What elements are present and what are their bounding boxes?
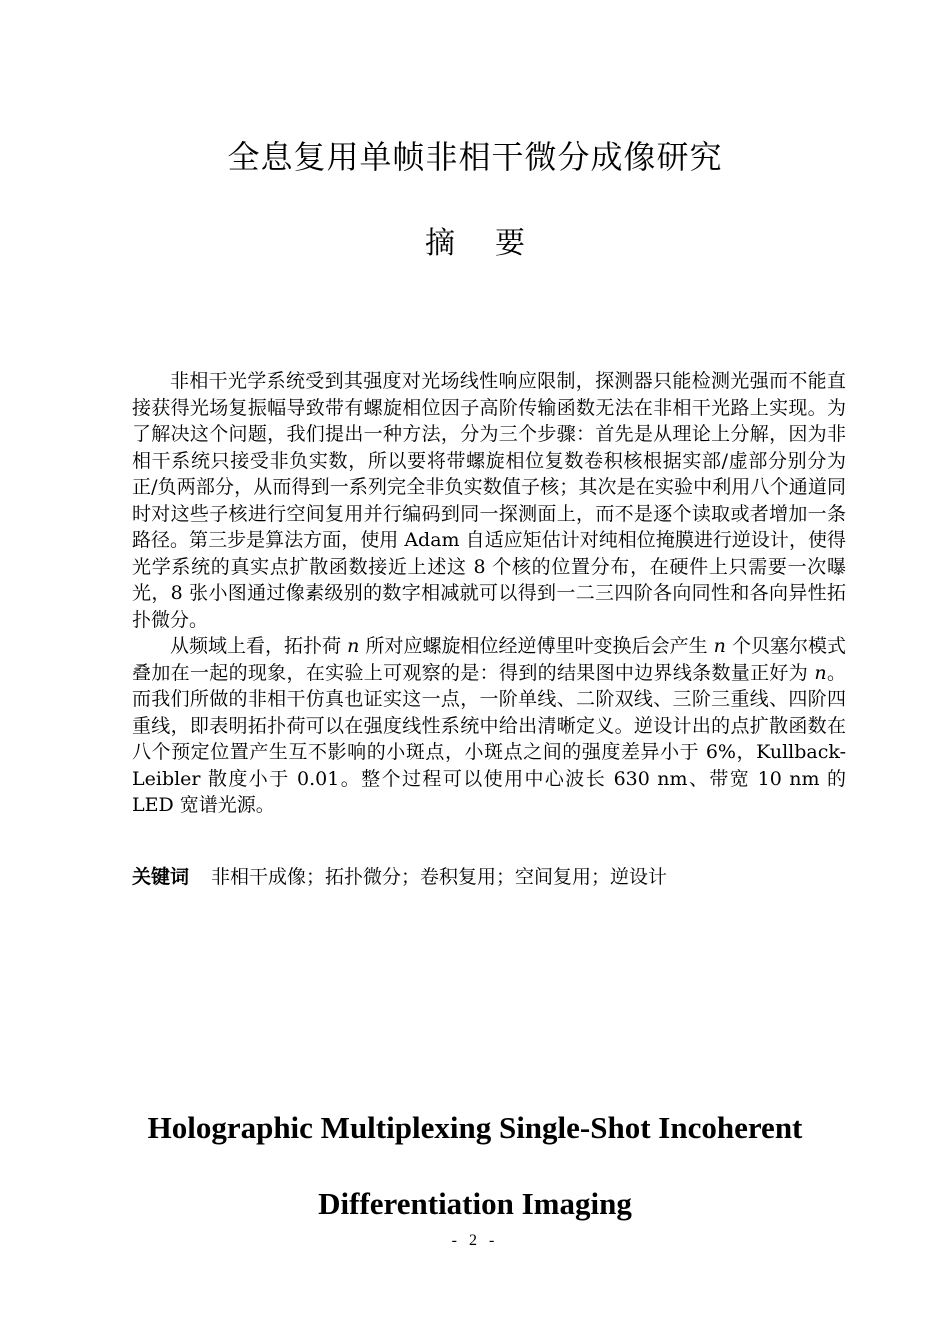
keywords-line <box>132 864 846 890</box>
paragraph-2-segment-3: 个贝塞尔模式叠加在一起的现象，在实验上可观察的是：得到的结果图中边界线条数量正好为 <box>132 635 846 684</box>
english-title <box>0 1090 950 1242</box>
paragraph-2-segment-4: 。而我们所做的非相干仿真也证实这一点，一阶单线、二阶双线、三阶三重线、四阶四重线，即表明拓扑荷可以在强度线性系统中给出清晰定义。逆设计出的点扩散函数在八个预定位置产生互不影响的小斑点，小斑点之间的强度差异小于 6%，Kullback-Leibler 散度小于 0.01。整个过程可以使用中心波长 630 nm、带宽 10 nm 的 LED 宽谱光源。 <box>132 661 846 816</box>
variable-n-3: n <box>814 661 827 684</box>
page-number: - 2 - <box>451 1232 499 1249</box>
abstract-heading-char-2: 要 <box>495 226 525 261</box>
paragraph-2-segment-2: 所对应螺旋相位经逆傅里叶变换后会产生 <box>359 635 714 657</box>
variable-n-1: n <box>347 635 360 657</box>
keywords-list: 非相干成像；拓扑微分；卷积复用；空间复用；逆设计 <box>211 866 668 888</box>
keywords-label: 关键词 <box>132 866 190 888</box>
variable-n-2: n <box>713 635 726 657</box>
abstract-body <box>132 368 846 819</box>
abstract-paragraph-2 <box>132 633 846 819</box>
english-title-line-1: Holographic Multiplexing Single-Shot Incoherent <box>147 1110 803 1145</box>
abstract-heading-char-1: 摘 <box>425 226 455 261</box>
abstract-heading <box>0 218 950 262</box>
chinese-title: 全息复用单帧非相干微分成像研究 <box>227 138 723 176</box>
english-title-line-2: Differentiation Imaging <box>318 1186 632 1221</box>
abstract-paragraph-1: 非相干光学系统受到其强度对光场线性响应限制，探测器只能检测光强而不能直接获得光场复振幅导致带有螺旋相位因子高阶传输函数无法在非相干光路上实现。为了解决这个问题，我们提出一种方法，分为三个步骤：首先是从理论上分解，因为非相干系统只接受非负实数，所以要将带螺旋相位复数卷积核根据实部/虚部分别分为正/负两部分，从而得到一系列完全非负实数值子核；其次是在实验中利用八个通道同时对这些子核进行空间复用并行编码到同一探测面上，而不是逐个读取或者增加一条路径。第三步是算法方面，使用 Adam 自适应矩估计对纯相位掩膜进行逆设计，使得光学系统的真实点扩散函数接近上述这 8 个核的位置分布，在硬件上只需要一次曝光，8 张小图通过像素级别的数字相减就可以得到一二三四阶各向同性和各向异性拓扑微分。 <box>132 370 846 631</box>
paragraph-2-segment-1: 从频域上看，拓扑荷 <box>170 635 348 657</box>
